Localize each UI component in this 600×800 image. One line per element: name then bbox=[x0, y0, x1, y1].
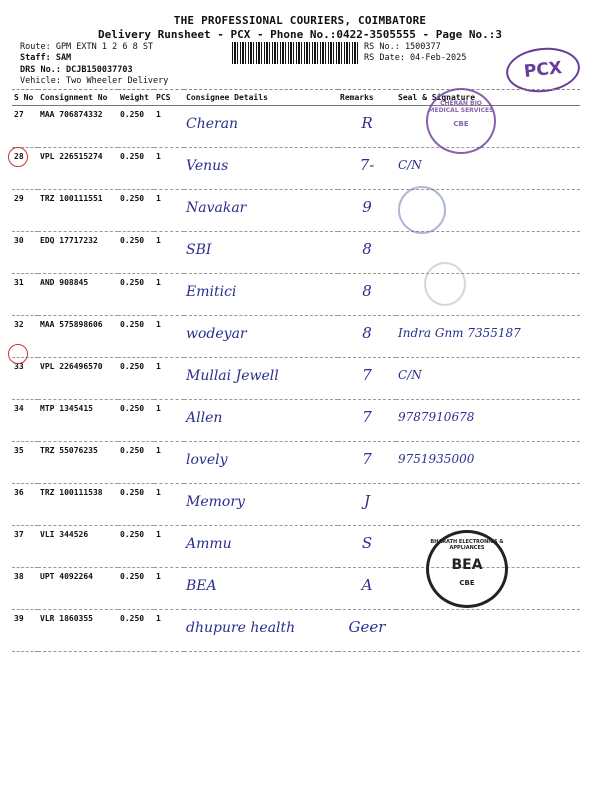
table-row bbox=[12, 442, 580, 484]
cell-consignment: VPL 226496570 bbox=[38, 358, 118, 400]
cell-signature bbox=[396, 400, 580, 442]
staff: Staff: SAM bbox=[20, 53, 72, 63]
cell-signature bbox=[396, 358, 580, 400]
cell-consignee-handwritten: dhupure health bbox=[186, 620, 296, 636]
cell-weight: 0.250 bbox=[118, 568, 154, 610]
cell-pcs: 1 bbox=[154, 400, 184, 442]
cell-weight: 0.250 bbox=[118, 526, 154, 568]
cell-consignment: VPL 226515274 bbox=[38, 148, 118, 190]
cell-remarks-handwritten: 8 bbox=[362, 282, 372, 300]
faint-seal bbox=[424, 262, 466, 306]
table-row bbox=[12, 232, 580, 274]
table-row bbox=[12, 274, 580, 316]
cell-consignee bbox=[184, 274, 338, 316]
cell-remarks-handwritten: R bbox=[361, 114, 373, 132]
cell-pcs: 1 bbox=[154, 484, 184, 526]
cell-signature bbox=[396, 316, 580, 358]
cell-remarks bbox=[338, 190, 396, 232]
cell-pcs: 1 bbox=[154, 190, 184, 232]
cell-signature-handwritten: Indra Gnm 7355187 bbox=[398, 326, 521, 340]
cell-pcs: 1 bbox=[154, 232, 184, 274]
cell-remarks bbox=[338, 610, 396, 652]
cell-consignment: MAA 706874332 bbox=[38, 106, 118, 148]
cell-consignment: TRZ 100111551 bbox=[38, 190, 118, 232]
bea-seal-center: BEA bbox=[451, 557, 483, 573]
red-circle-33 bbox=[8, 344, 28, 364]
blue-seal bbox=[398, 186, 446, 234]
cell-weight: 0.250 bbox=[118, 358, 154, 400]
col-signature: Seal & Signature bbox=[396, 90, 580, 106]
cell-remarks bbox=[338, 442, 396, 484]
table-row bbox=[12, 400, 580, 442]
cell-signature bbox=[396, 610, 580, 652]
cell-signature bbox=[396, 232, 580, 274]
bea-seal-ring-text: BHARATH ELECTRONICS & APPLIANCES bbox=[430, 539, 504, 551]
cell-remarks-handwritten: 7 bbox=[362, 408, 372, 426]
table-row bbox=[12, 358, 580, 400]
table-row bbox=[12, 190, 580, 232]
cell-pcs: 1 bbox=[154, 316, 184, 358]
cell-sno: 29 bbox=[12, 190, 38, 232]
cell-consignee bbox=[184, 484, 338, 526]
cell-consignment: MTP 1345415 bbox=[38, 400, 118, 442]
cell-pcs: 1 bbox=[154, 274, 184, 316]
cell-remarks-handwritten: 7 bbox=[362, 450, 372, 468]
cell-weight: 0.250 bbox=[118, 484, 154, 526]
cell-consignment: MAA 575898606 bbox=[38, 316, 118, 358]
cell-remarks bbox=[338, 148, 396, 190]
cell-weight: 0.250 bbox=[118, 400, 154, 442]
cell-sno: 27 bbox=[12, 106, 38, 148]
company-name: THE PROFESSIONAL COURIERS, COIMBATORE bbox=[173, 14, 427, 27]
cell-consignee-handwritten: Memory bbox=[186, 494, 245, 510]
cell-sno: 36 bbox=[12, 484, 38, 526]
cell-consignment: TRZ 55076235 bbox=[38, 442, 118, 484]
cell-consignee bbox=[184, 316, 338, 358]
cell-pcs: 1 bbox=[154, 358, 184, 400]
cell-remarks bbox=[338, 316, 396, 358]
cell-consignee bbox=[184, 442, 338, 484]
cell-weight: 0.250 bbox=[118, 610, 154, 652]
cell-signature-handwritten: 9787910678 bbox=[398, 410, 475, 424]
cell-sno: 39 bbox=[12, 610, 38, 652]
cell-remarks bbox=[338, 274, 396, 316]
cell-consignee-handwritten: Allen bbox=[186, 410, 223, 426]
cell-sno: 35 bbox=[12, 442, 38, 484]
pcx-stamp: PCX bbox=[504, 44, 582, 95]
cell-sno: 28 bbox=[12, 148, 38, 190]
cell-consignee-handwritten: Cheran bbox=[186, 116, 239, 132]
cell-sno: 33 bbox=[12, 358, 38, 400]
cell-pcs: 1 bbox=[154, 568, 184, 610]
cell-remarks bbox=[338, 400, 396, 442]
medical-seal-city: CBE bbox=[453, 120, 469, 128]
cell-consignee-handwritten: Venus bbox=[186, 158, 229, 174]
table-header bbox=[12, 90, 580, 106]
cell-signature-handwritten: C/N bbox=[398, 158, 422, 172]
cell-consignee-handwritten: wodeyar bbox=[186, 326, 247, 342]
cell-consignment: EDQ 17717232 bbox=[38, 232, 118, 274]
cell-consignment: TRZ 100111538 bbox=[38, 484, 118, 526]
cell-weight: 0.250 bbox=[118, 232, 154, 274]
col-consignee: Consignee Details bbox=[184, 90, 338, 106]
cell-consignee-handwritten: Emitici bbox=[186, 284, 237, 300]
cell-remarks-handwritten: Geer bbox=[348, 618, 386, 636]
cell-consignee-handwritten: Ammu bbox=[186, 536, 232, 552]
medical-seal bbox=[426, 88, 496, 154]
cell-weight: 0.250 bbox=[118, 274, 154, 316]
table-row bbox=[12, 148, 580, 190]
table-row bbox=[12, 610, 580, 652]
cell-signature bbox=[396, 484, 580, 526]
cell-remarks bbox=[338, 568, 396, 610]
cell-consignment: VLI 344526 bbox=[38, 526, 118, 568]
cell-signature-handwritten: C/N bbox=[398, 368, 422, 382]
cell-consignee-handwritten: Mullai Jewell bbox=[186, 368, 279, 384]
cell-remarks bbox=[338, 484, 396, 526]
drs-number: DRS No.: DCJB150037703 bbox=[20, 65, 133, 75]
vehicle: Vehicle: Two Wheeler Delivery bbox=[20, 76, 169, 86]
cell-consignee bbox=[184, 148, 338, 190]
cell-sno: 34 bbox=[12, 400, 38, 442]
cell-consignee-handwritten: Navakar bbox=[186, 200, 247, 216]
rs-date: RS Date: 04-Feb-2025 bbox=[364, 53, 467, 63]
cell-remarks-handwritten: 8 bbox=[362, 240, 372, 258]
cell-signature-handwritten: 9751935000 bbox=[398, 452, 475, 466]
cell-remarks bbox=[338, 358, 396, 400]
cell-remarks-handwritten: A bbox=[361, 576, 373, 594]
cell-weight: 0.250 bbox=[118, 316, 154, 358]
table-row bbox=[12, 484, 580, 526]
cell-sno: 32 bbox=[12, 316, 38, 358]
rs-number: RS No.: 1500377 bbox=[364, 42, 441, 52]
cell-pcs: 1 bbox=[154, 442, 184, 484]
cell-remarks-handwritten: 7- bbox=[359, 156, 375, 174]
col-consignment: Consignment No bbox=[38, 90, 118, 106]
cell-pcs: 1 bbox=[154, 106, 184, 148]
cell-consignee bbox=[184, 232, 338, 274]
cell-signature bbox=[396, 442, 580, 484]
cell-consignee-handwritten: SBI bbox=[186, 242, 212, 258]
cell-signature bbox=[396, 148, 580, 190]
cell-weight: 0.250 bbox=[118, 148, 154, 190]
cell-consignee-handwritten: lovely bbox=[186, 452, 228, 468]
cell-sno: 38 bbox=[12, 568, 38, 610]
cell-sno: 30 bbox=[12, 232, 38, 274]
cell-remarks-handwritten: J bbox=[363, 492, 370, 510]
medical-seal-text: CHERAN BIO MEDICAL SERVICES bbox=[428, 100, 494, 114]
cell-weight: 0.250 bbox=[118, 106, 154, 148]
cell-weight: 0.250 bbox=[118, 442, 154, 484]
cell-consignee-handwritten: BEA bbox=[186, 578, 217, 594]
red-circle-28 bbox=[8, 147, 28, 167]
cell-pcs: 1 bbox=[154, 148, 184, 190]
bea-seal-city: CBE bbox=[459, 579, 475, 587]
col-remarks: Remarks bbox=[338, 90, 396, 106]
bea-seal bbox=[426, 530, 508, 608]
cell-sno: 31 bbox=[12, 274, 38, 316]
route: Route: GPM EXTN 1 2 6 8 ST bbox=[20, 42, 154, 52]
cell-sno: 37 bbox=[12, 526, 38, 568]
cell-consignment: AND 908845 bbox=[38, 274, 118, 316]
cell-remarks-handwritten: 8 bbox=[362, 324, 372, 342]
cell-consignee bbox=[184, 106, 338, 148]
cell-remarks bbox=[338, 526, 396, 568]
cell-weight: 0.250 bbox=[118, 190, 154, 232]
cell-consignee bbox=[184, 358, 338, 400]
col-pcs: PCS bbox=[154, 90, 184, 106]
cell-remarks-handwritten: 9 bbox=[362, 198, 372, 216]
cell-pcs: 1 bbox=[154, 526, 184, 568]
col-sno: S No bbox=[12, 90, 38, 106]
col-weight: Weight bbox=[118, 90, 154, 106]
cell-remarks bbox=[338, 106, 396, 148]
runsheet-title: Delivery Runsheet - PCX - Phone No.:0422-3505555 - Page No.:3 bbox=[98, 28, 502, 41]
cell-consignee bbox=[184, 526, 338, 568]
cell-consignee bbox=[184, 610, 338, 652]
cell-pcs: 1 bbox=[154, 610, 184, 652]
cell-remarks bbox=[338, 232, 396, 274]
cell-consignment: UPT 4092264 bbox=[38, 568, 118, 610]
table-row bbox=[12, 316, 580, 358]
cell-remarks-handwritten: S bbox=[361, 534, 373, 552]
cell-consignee bbox=[184, 400, 338, 442]
barcode bbox=[232, 42, 358, 64]
cell-consignee bbox=[184, 568, 338, 610]
cell-consignment: VLR 1860355 bbox=[38, 610, 118, 652]
cell-consignee bbox=[184, 190, 338, 232]
cell-remarks-handwritten: 7 bbox=[362, 366, 372, 384]
